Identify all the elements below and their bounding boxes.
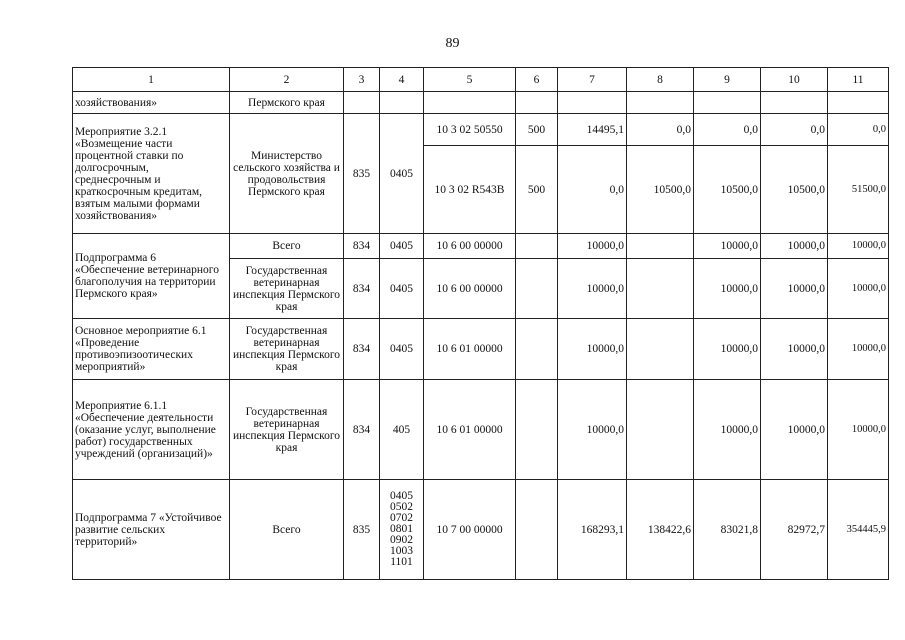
- cell-col8: 10500,0: [627, 146, 694, 234]
- cell-col4: 0405: [380, 319, 424, 380]
- header-cell: 7: [558, 68, 627, 92]
- cell-col9: 10000,0: [694, 380, 761, 480]
- header-cell: 5: [424, 68, 516, 92]
- cell-col7: 168293,1: [558, 480, 627, 580]
- cell-col5: 10 3 02 R543B: [424, 146, 516, 234]
- cell-col9: 10000,0: [694, 259, 761, 319]
- cell-col9: 10000,0: [694, 234, 761, 259]
- table-row: [73, 234, 889, 259]
- cell-col6: [516, 480, 558, 580]
- cell-col8: [627, 234, 694, 259]
- cell-col6: [516, 92, 558, 114]
- cell-col7: [558, 92, 627, 114]
- section-code: 0902: [390, 534, 413, 546]
- cell-col11: 354445,9: [828, 480, 889, 580]
- cell-col3: [344, 92, 380, 114]
- cell-col11: 0,0: [828, 114, 889, 146]
- header-cell: 9: [694, 68, 761, 92]
- cell-col4: 0405: [380, 114, 424, 234]
- cell-col7: 10000,0: [558, 380, 627, 480]
- cell-col11: 10000,0: [828, 234, 889, 259]
- section-code: 1101: [390, 556, 413, 568]
- cell-col9: 10500,0: [694, 146, 761, 234]
- cell-col10: 10000,0: [761, 319, 828, 380]
- table-row: [73, 92, 889, 114]
- cell-col5: [424, 92, 516, 114]
- org-name: Государственная ветеринарная инспекция Пермского края: [230, 380, 344, 480]
- budget-table: [72, 67, 889, 580]
- cell-col4: 0405: [380, 234, 424, 259]
- cell-col3: 834: [344, 319, 380, 380]
- header-row: [73, 68, 889, 92]
- cell-col8: 138422,6: [627, 480, 694, 580]
- cell-col9: [694, 92, 761, 114]
- cell-col6: [516, 259, 558, 319]
- section-code: 0702: [390, 512, 413, 524]
- page-number: 89: [445, 36, 460, 51]
- cell-col4: 0405: [380, 259, 424, 319]
- header-cell: 3: [344, 68, 380, 92]
- item-name: Основное мероприятие 6.1 «Проведение противоэпизоотических мероприятий»: [73, 319, 230, 380]
- cell-col7: 14495,1: [558, 114, 627, 146]
- cell-col3: 834: [344, 234, 380, 259]
- table-row: [73, 380, 889, 480]
- cell-col7: 10000,0: [558, 319, 627, 380]
- table-row: [73, 114, 889, 146]
- cell-col7: 10000,0: [558, 259, 627, 319]
- section-code: 0405: [390, 490, 413, 502]
- cell-col3: 835: [344, 480, 380, 580]
- cell-col11: [828, 92, 889, 114]
- cell-col6: 500: [516, 146, 558, 234]
- cell-col8: 0,0: [627, 114, 694, 146]
- cell-col5: 10 6 00 00000: [424, 259, 516, 319]
- cell-col8: [627, 259, 694, 319]
- cell-col11: 10000,0: [828, 319, 889, 380]
- cell-col5: 10 6 01 00000: [424, 380, 516, 480]
- cell-col6: 500: [516, 114, 558, 146]
- cell-col7: 10000,0: [558, 234, 627, 259]
- cell-col6: [516, 319, 558, 380]
- cell-col5: 10 6 01 00000: [424, 319, 516, 380]
- cell-col10: [761, 92, 828, 114]
- header-cell: 8: [627, 68, 694, 92]
- header-cell: 1: [73, 68, 230, 92]
- item-name: Подпрограмма 7 «Устойчивое развитие сельских территорий»: [73, 480, 230, 580]
- cell-col9: 83021,8: [694, 480, 761, 580]
- cell-col5: 10 3 02 50550: [424, 114, 516, 146]
- section-code: 1003: [390, 545, 413, 557]
- header-cell: 6: [516, 68, 558, 92]
- org-name: Пермского края: [230, 92, 344, 114]
- header-cell: 11: [828, 68, 889, 92]
- cell-col10: 82972,7: [761, 480, 828, 580]
- cell-col8: [627, 92, 694, 114]
- header-cell: 10: [761, 68, 828, 92]
- cell-col11: 10000,0: [828, 259, 889, 319]
- cell-col6: [516, 234, 558, 259]
- header-cell: 4: [380, 68, 424, 92]
- item-name: Мероприятие 6.1.1 «Обеспечение деятельности (оказание услуг, выполнение работ) государственных учреждений (организаций)»: [73, 380, 230, 480]
- cell-col9: 10000,0: [694, 319, 761, 380]
- cell-col5: 10 7 00 00000: [424, 480, 516, 580]
- table-row: [73, 319, 889, 380]
- item-name: Подпрограмма 6 «Обеспечение ветеринарного благополучия на территории Пермского края»: [73, 234, 230, 319]
- org-name: Министерство сельского хозяйства и продовольствия Пермского края: [230, 114, 344, 234]
- cell-col11: 10000,0: [828, 380, 889, 480]
- cell-col5: 10 6 00 00000: [424, 234, 516, 259]
- cell-col9: 0,0: [694, 114, 761, 146]
- cell-col7: 0,0: [558, 146, 627, 234]
- org-name: Всего: [230, 234, 344, 259]
- cell-col10: 10500,0: [761, 146, 828, 234]
- org-name: Всего: [230, 480, 344, 580]
- item-name: хозяйствования»: [73, 92, 230, 114]
- cell-col3: 834: [344, 380, 380, 480]
- section-code: 0502: [390, 501, 413, 513]
- cell-col4: [380, 480, 424, 580]
- cell-col8: [627, 380, 694, 480]
- org-name: Государственная ветеринарная инспекция Пермского края: [230, 259, 344, 319]
- cell-col10: 10000,0: [761, 259, 828, 319]
- cell-col11: 51500,0: [828, 146, 889, 234]
- cell-col6: [516, 380, 558, 480]
- item-name: Мероприятие 3.2.1 «Возмещение части процентной ставки по долгосрочным, среднесрочным и краткосрочным кредитам, взятым малыми формами хозяйствования»: [73, 114, 230, 234]
- cell-col3: 835: [344, 114, 380, 234]
- org-name: Государственная ветеринарная инспекция Пермского края: [230, 319, 344, 380]
- cell-col4: [380, 92, 424, 114]
- table-row: [73, 480, 889, 580]
- cell-col10: 10000,0: [761, 234, 828, 259]
- cell-col8: [627, 319, 694, 380]
- cell-col10: 0,0: [761, 114, 828, 146]
- cell-col3: 834: [344, 259, 380, 319]
- section-code: 0801: [390, 523, 413, 535]
- cell-col10: 10000,0: [761, 380, 828, 480]
- cell-col4: 405: [380, 380, 424, 480]
- header-cell: 2: [230, 68, 344, 92]
